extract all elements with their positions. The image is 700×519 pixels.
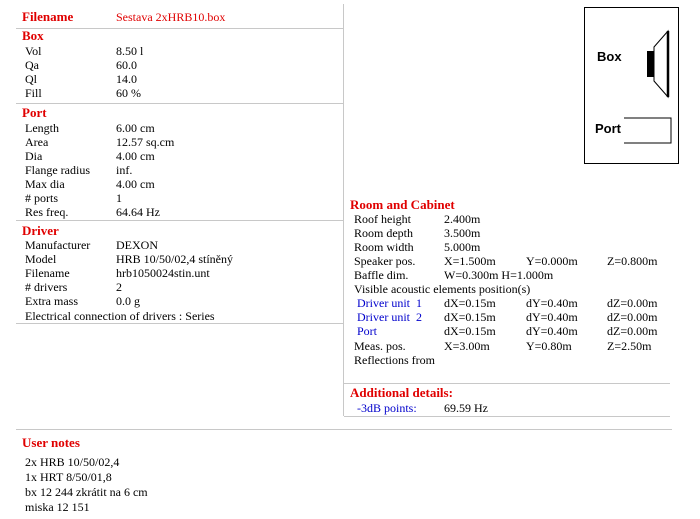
room-label: Room width <box>354 240 414 254</box>
param-label: Filename <box>25 266 70 280</box>
element-dy: dY=0.40m <box>526 324 578 338</box>
param-value: 60.0 <box>116 58 137 72</box>
diagram-port-label: Port <box>595 121 621 136</box>
note-line: miska 12 151 <box>25 500 90 514</box>
element-name: Driver unit 2 <box>357 310 422 324</box>
meas-x: X=3.00m <box>444 339 490 353</box>
param-label: Ql <box>25 72 37 86</box>
element-dx: dX=0.15m <box>444 324 496 338</box>
param-value: hrb1050024stin.unt <box>116 266 210 280</box>
param-label: Max dia <box>25 177 65 191</box>
param-label: # drivers <box>25 280 68 294</box>
param-value: 6.00 cm <box>116 121 155 135</box>
meas-y: Y=0.80m <box>526 339 572 353</box>
param-value: 64.64 Hz <box>116 205 160 219</box>
room-label: Roof height <box>354 212 411 226</box>
diagram-box-label: Box <box>597 49 622 64</box>
room-label: Meas. pos. <box>354 339 406 353</box>
param-value: 4.00 cm <box>116 177 155 191</box>
room-value: 2.400m <box>444 212 481 226</box>
room-title: Room and Cabinet <box>350 197 455 212</box>
room-value: 3.500m <box>444 226 481 240</box>
filename-value: Sestava 2xHRB10.box <box>116 10 226 24</box>
filename-divider <box>16 28 343 29</box>
box-divider <box>16 103 343 104</box>
additional-label: -3dB points: <box>357 401 417 415</box>
param-label: Vol <box>25 44 42 58</box>
box-title: Box <box>22 28 44 43</box>
param-value: 8.50 l <box>116 44 144 58</box>
element-dz: dZ=0.00m <box>607 310 658 324</box>
enclosure-diagram <box>584 7 680 164</box>
element-name: Driver unit 1 <box>357 296 422 310</box>
param-label: Area <box>25 135 49 149</box>
additional-divider <box>344 416 670 417</box>
param-label: Fill <box>25 86 42 100</box>
param-label: Extra mass <box>25 294 78 308</box>
param-value: 4.00 cm <box>116 149 155 163</box>
param-label: Length <box>25 121 59 135</box>
connection-text: Electrical connection of drivers : Series <box>25 309 215 323</box>
element-dx: dX=0.15m <box>444 296 496 310</box>
element-dz: dZ=0.00m <box>607 296 658 310</box>
speaker-y: Y=0.000m <box>526 254 578 268</box>
port-divider <box>16 220 343 221</box>
param-value: inf. <box>116 163 133 177</box>
visible-elements-label: Visible acoustic elements position(s) <box>354 282 531 296</box>
driver-title: Driver <box>22 223 59 238</box>
param-value: 0.0 g <box>116 294 140 308</box>
param-label: # ports <box>25 191 58 205</box>
note-line: 2x HRB 10/50/02,4 <box>25 455 120 469</box>
driver-divider <box>16 323 343 324</box>
room-divider <box>344 383 670 384</box>
element-dx: dX=0.15m <box>444 310 496 324</box>
param-value: 1 <box>116 191 122 205</box>
notes-divider <box>16 429 672 430</box>
note-line: bx 12 244 zkrátit na 6 cm <box>25 485 148 499</box>
additional-value: 69.59 Hz <box>444 401 488 415</box>
speaker-magnet <box>647 51 654 77</box>
room-label: Room depth <box>354 226 413 240</box>
column-divider <box>343 4 344 416</box>
element-dy: dY=0.40m <box>526 310 578 324</box>
param-value: 14.0 <box>116 72 137 86</box>
element-name: Port <box>357 324 378 338</box>
param-label: Flange radius <box>25 163 90 177</box>
reflections-text: Reflections from <box>354 353 435 367</box>
room-label: Baffle dim. <box>354 268 409 282</box>
room-value: W=0.300m H=1.000m <box>444 268 554 282</box>
param-value: HRB 10/50/02,4 stíněný <box>116 252 234 266</box>
param-label: Model <box>25 252 57 266</box>
param-label: Qa <box>25 58 39 72</box>
room-label: Speaker pos. <box>354 254 416 268</box>
speaker-z: Z=0.800m <box>607 254 658 268</box>
room-value: 5.000m <box>444 240 481 254</box>
element-dy: dY=0.40m <box>526 296 578 310</box>
additional-title: Additional details: <box>350 385 453 400</box>
param-value: 12.57 sq.cm <box>116 135 175 149</box>
param-value: 60 % <box>116 86 141 100</box>
note-line: 1x HRT 8/50/01,8 <box>25 470 112 484</box>
param-value: DEXON <box>116 238 158 252</box>
param-label: Res freq. <box>25 205 69 219</box>
meas-z: Z=2.50m <box>607 339 652 353</box>
element-dz: dZ=0.00m <box>607 324 658 338</box>
param-label: Manufacturer <box>25 238 91 252</box>
port-title: Port <box>22 105 47 120</box>
speaker-x: X=1.500m <box>444 254 496 268</box>
param-value: 2 <box>116 280 122 294</box>
filename-label: Filename <box>22 9 74 24</box>
notes-title: User notes <box>22 435 80 450</box>
param-label: Dia <box>25 149 43 163</box>
